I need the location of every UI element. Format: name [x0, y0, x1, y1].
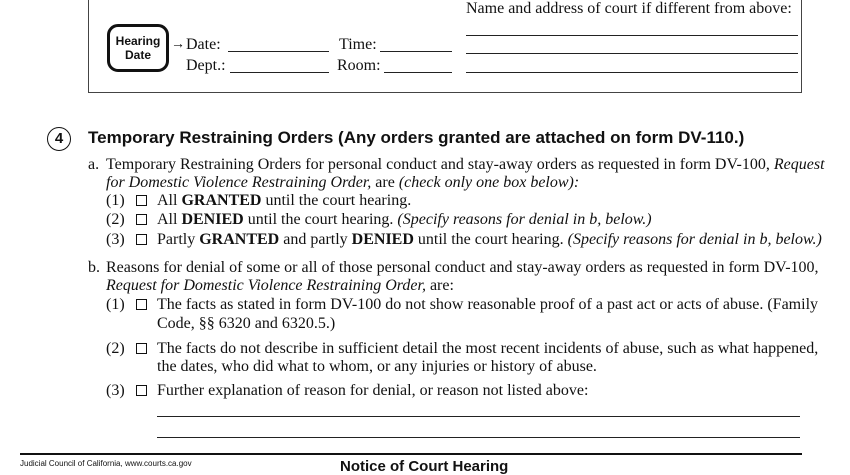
- section-title: Temporary Restraining Orders (Any orders granted are attached on form DV-110.): [88, 128, 745, 147]
- option-b2-line1: The facts do not describe in sufficient detail the most recent incidents of abuse, such as what happened,: [157, 340, 819, 357]
- hearing-label-line1: Hearing: [115, 34, 161, 48]
- part-b-intro-line2: Request for Domestic Violence Restraining Order, are:: [106, 277, 454, 294]
- part-b-intro-line1: Reasons for denial of some or all of those personal conduct and stay-away orders as requested in form DV-100,: [106, 259, 819, 276]
- option-b3-checkbox[interactable]: [136, 385, 147, 396]
- court-address-line-3[interactable]: [466, 72, 798, 73]
- option-a3-text: Partly GRANTED and partly DENIED until the court hearing. (Specify reasons for denial in b, below.): [157, 231, 822, 248]
- part-b-letter: b.: [88, 259, 100, 276]
- option-b1-line2: Code, §§ 6320 and 6320.5.): [157, 315, 336, 332]
- option-a2-number: (2): [106, 211, 125, 228]
- option-b3-line1: Further explanation of reason for denial, or reason not listed above:: [157, 382, 589, 399]
- footer-form-title: Notice of Court Hearing: [340, 458, 509, 475]
- explanation-line-2[interactable]: [157, 437, 800, 438]
- option-a2-checkbox[interactable]: [136, 214, 147, 225]
- part-a-intro-line2: for Domestic Violence Restraining Order, are (check only one box below):: [106, 174, 580, 191]
- part-a-intro-line1: Temporary Restraining Orders for personal conduct and stay-away orders as requested in form DV-100, Request: [106, 156, 825, 173]
- part-a-letter: a.: [88, 156, 100, 173]
- option-b2-number: (2): [106, 340, 125, 357]
- option-a1-number: (1): [106, 192, 125, 209]
- option-b3-number: (3): [106, 382, 125, 399]
- option-a3-checkbox[interactable]: [136, 234, 147, 245]
- court-address-line-2[interactable]: [466, 53, 798, 54]
- time-field[interactable]: [380, 51, 452, 52]
- court-address-label: Name and address of court if different from above:: [466, 0, 792, 17]
- section-number: 4: [47, 127, 71, 151]
- dept-label: Dept.:: [186, 57, 226, 74]
- hearing-date-badge: [107, 24, 169, 72]
- room-field[interactable]: [384, 72, 452, 73]
- footer-council: Judicial Council of California, www.courts.ca.gov: [20, 459, 192, 468]
- date-label: Date:: [186, 36, 221, 53]
- dept-field[interactable]: [230, 72, 329, 73]
- option-a2-text: All DENIED until the court hearing. (Specify reasons for denial in b, below.): [157, 211, 652, 228]
- option-a1-checkbox[interactable]: [136, 195, 147, 206]
- option-a1-text: All GRANTED until the court hearing.: [157, 192, 412, 209]
- option-a3-number: (3): [106, 231, 125, 248]
- hearing-label-line2: Date: [124, 48, 151, 62]
- option-b1-checkbox[interactable]: [136, 299, 147, 310]
- room-label: Room:: [337, 57, 381, 74]
- option-b2-line2: the dates, who did what to whom, or any injuries or history of abuse.: [157, 358, 597, 375]
- date-field[interactable]: [228, 51, 329, 52]
- option-b1-number: (1): [106, 296, 125, 313]
- time-label: Time:: [339, 36, 377, 53]
- arrow-icon: →: [171, 37, 185, 52]
- court-address-line-1[interactable]: [466, 35, 798, 36]
- explanation-line-1[interactable]: [157, 416, 800, 417]
- option-b2-checkbox[interactable]: [136, 343, 147, 354]
- option-b1-line1: The facts as stated in form DV-100 do not show reasonable proof of a past act or acts of abuse. (Family: [157, 296, 819, 313]
- footer-rule: [20, 453, 802, 455]
